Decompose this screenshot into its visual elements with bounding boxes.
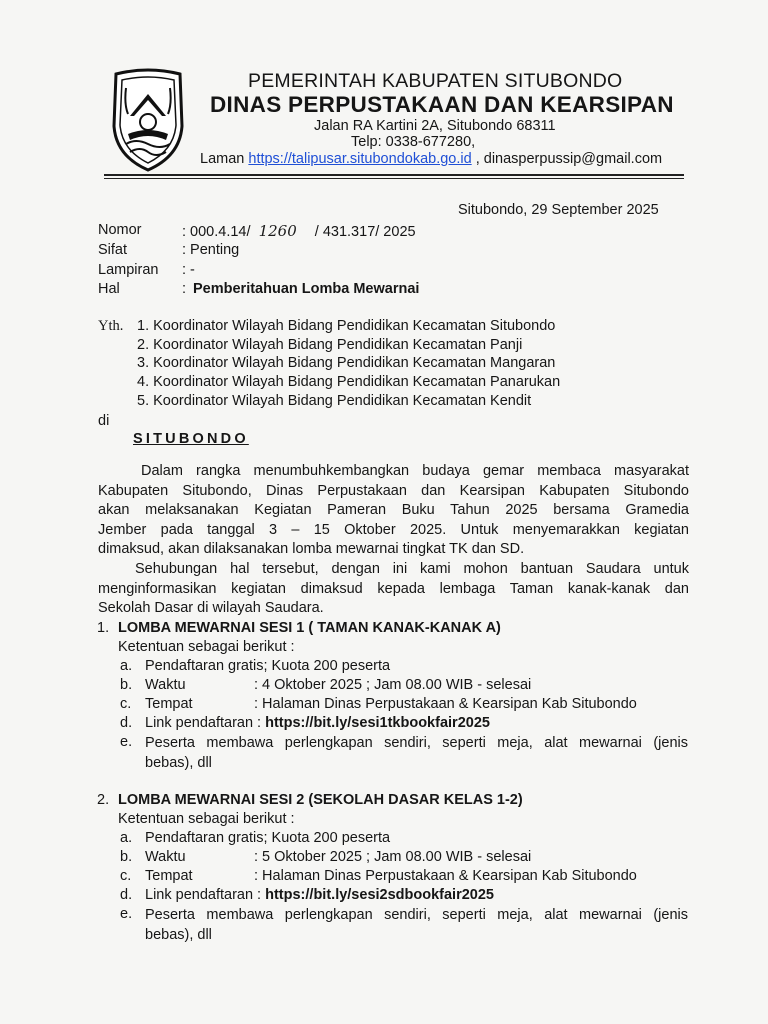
session-place-label: Tempat bbox=[145, 696, 193, 712]
letterhead-government: PEMERINTAH KABUPATEN SITUBONDO bbox=[248, 70, 623, 92]
hal-label: Hal bbox=[98, 281, 120, 297]
di-label: di bbox=[98, 413, 110, 429]
session-link-label: Link pendaftaran : bbox=[145, 887, 266, 903]
letterhead-phone: Telp: 0338-677280, bbox=[351, 134, 476, 150]
session-intro: Ketentuan sebagai berikut : bbox=[118, 639, 295, 655]
session-registration-link[interactable]: https://bit.ly/sesi2sdbookfair2025 bbox=[265, 887, 494, 903]
website-link[interactable]: https://talipusar.situbondokab.go.id bbox=[248, 151, 472, 167]
session-number: 2. bbox=[97, 792, 110, 808]
session-equipment-note: Peserta membawa perlengkapan sendiri, seperti meja, alat mewarnai (jenis bebas), dll bbox=[145, 907, 688, 943]
website-label: Laman bbox=[200, 151, 249, 167]
recipient-item: 1. Koordinator Wilayah Bidang Pendidikan Kecamatan Situbondo bbox=[137, 318, 556, 334]
nomor-label: Nomor bbox=[98, 222, 142, 238]
item-letter: c. bbox=[120, 868, 132, 884]
session-time-label: Waktu bbox=[145, 677, 186, 693]
letterhead-address: Jalan RA Kartini 2A, Situbondo 68311 bbox=[314, 118, 556, 134]
handwritten-number: 1260 bbox=[258, 222, 297, 240]
recipient-item: 4. Koordinator Wilayah Bidang Pendidikan Kecamatan Panarukan bbox=[137, 374, 561, 390]
recipient-item: 5. Koordinator Wilayah Bidang Pendidikan Kecamatan Kendit bbox=[137, 393, 532, 409]
item-letter: e. bbox=[120, 906, 133, 922]
lampiran-label: Lampiran bbox=[98, 262, 159, 278]
session-title: LOMBA MEWARNAI SESI 2 (SEKOLAH DASAR KELAS 1-2) bbox=[118, 792, 523, 808]
item-letter: d. bbox=[120, 715, 133, 731]
nomor-value: : 000.4.14/ 1260 / 431.317/ 2025 bbox=[182, 222, 416, 240]
session-title: LOMBA MEWARNAI SESI 1 ( TAMAN KANAK-KANAK A) bbox=[118, 620, 501, 636]
paragraph-request: Sehubungan hal tersebut, dengan ini kami mohon bantuan Saudara untuk menginformasikan kegiatan dimaksud kepada lembaga Taman kanak-kanak dan Sekolah Dasar di wilayah Saudara. bbox=[98, 561, 689, 616]
sifat-label: Sifat bbox=[98, 242, 128, 258]
recipient-city: SITUBONDO bbox=[133, 431, 249, 447]
hal-colon: : bbox=[182, 281, 187, 297]
letterhead-agency: DINAS PERPUSTAKAAN DAN KEARSIPAN bbox=[210, 92, 674, 117]
letterhead-contact bbox=[200, 151, 662, 167]
item-letter: b. bbox=[120, 849, 133, 865]
session-number: 1. bbox=[97, 620, 110, 636]
session-quota: Pendaftaran gratis; Kuota 200 peserta bbox=[145, 658, 391, 674]
session-place-value: : Halaman Dinas Perpustakaan & Kearsipan Kab Situbondo bbox=[254, 868, 637, 884]
email-text: , dinasperpussip@gmail.com bbox=[471, 151, 663, 167]
sifat-value: : Penting bbox=[182, 242, 240, 258]
recipient-item: 2. Koordinator Wilayah Bidang Pendidikan Kecamatan Panji bbox=[137, 337, 523, 353]
yth-label: Yth. bbox=[98, 318, 124, 334]
lampiran-value: : - bbox=[182, 262, 195, 278]
session-quota: Pendaftaran gratis; Kuota 200 peserta bbox=[145, 830, 391, 846]
item-letter: b. bbox=[120, 677, 133, 693]
item-letter: a. bbox=[120, 830, 133, 846]
letterhead-rule-thick bbox=[104, 174, 684, 176]
item-letter: d. bbox=[120, 887, 133, 903]
session-link-row bbox=[145, 887, 494, 903]
session-time-value: : 4 Oktober 2025 ; Jam 08.00 WIB - selesai bbox=[254, 677, 532, 693]
session-time-label: Waktu bbox=[145, 849, 186, 865]
item-letter: a. bbox=[120, 658, 133, 674]
session-intro: Ketentuan sebagai berikut : bbox=[118, 811, 295, 827]
session-place-value: : Halaman Dinas Perpustakaan & Kearsipan Kab Situbondo bbox=[254, 696, 637, 712]
session-place-label: Tempat bbox=[145, 868, 193, 884]
letterhead-rule-thin bbox=[104, 178, 684, 179]
session-registration-link[interactable]: https://bit.ly/sesi1tkbookfair2025 bbox=[265, 715, 490, 731]
item-letter: e. bbox=[120, 734, 133, 750]
hal-value: Pemberitahuan Lomba Mewarnai bbox=[193, 281, 420, 297]
session-equipment-note: Peserta membawa perlengkapan sendiri, seperti meja, alat mewarnai (jenis bebas), dll bbox=[145, 735, 688, 771]
session-link-label: Link pendaftaran : bbox=[145, 715, 266, 731]
paragraph-intro: Dalam rangka menumbuhkembangkan budaya gemar membaca masyarakat Kabupaten Situbondo, Dinas Perpustakaan dan Kearsipan Kabupaten Situbondo akan melaksanakan Kegiatan Pameran Buku Tahun 2025 bersama Gramedia Jember pada tanggal 3 – 15 Oktober 2025. Untuk menyemarakkan kegiatan dimaksud, akan dilaksanakan lomba mewarnai tingkat TK dan SD. bbox=[98, 463, 689, 557]
session-link-row bbox=[145, 715, 490, 731]
regency-coat-of-arms-icon bbox=[106, 68, 190, 172]
place-date: Situbondo, 29 September 2025 bbox=[458, 202, 659, 218]
session-time-value: : 5 Oktober 2025 ; Jam 08.00 WIB - selesai bbox=[254, 849, 532, 865]
item-letter: c. bbox=[120, 696, 132, 712]
recipient-item: 3. Koordinator Wilayah Bidang Pendidikan Kecamatan Mangaran bbox=[137, 355, 556, 371]
